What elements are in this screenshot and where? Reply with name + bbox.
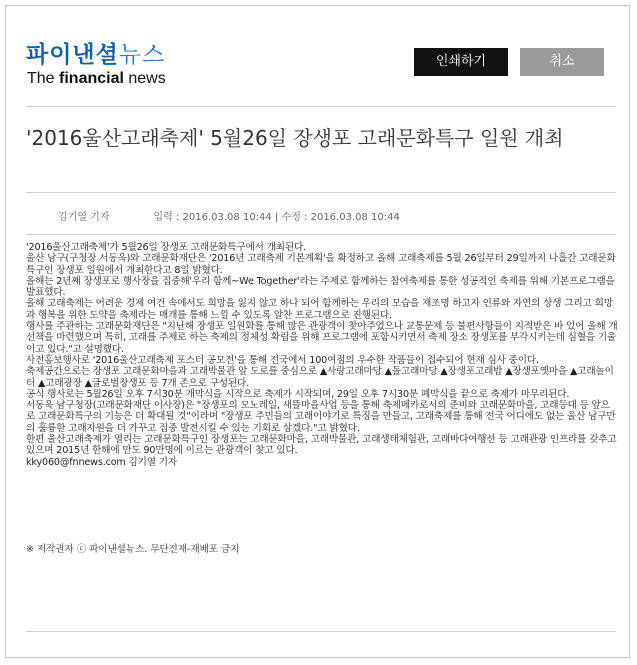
article-print-frame <box>5 5 630 658</box>
print-button[interactable]: 인쇄하기 <box>414 48 508 76</box>
logo-english <box>27 70 166 88</box>
reporter-name: 김기열 기자 <box>58 212 110 223</box>
time-separator: | <box>274 212 279 223</box>
input-time: 입력 : 2016.03.08 10:44 <box>153 212 272 223</box>
article-body <box>26 242 618 468</box>
body-paragraph: '2016울산고래축제'가 5월26일 장생포 고래문화특구에서 개최된다. <box>26 242 306 253</box>
modified-time: 수정 : 2016.03.08 10:44 <box>281 212 400 223</box>
logo-english-bold: financial <box>59 70 124 87</box>
body-paragraph: 올해 고래축제는 어려운 경제 여건 속에서도 희망을 잃지 않고 하나 되어 함께하는 우리의 모습을 재조명 하고자 인류와 자연의 상생 그리고 희망과 행복을 위한 도약을 축제라는 매개를 통해 느낄 수 있도록 알찬 프로그램으로 진행된다. <box>26 298 613 321</box>
byline <box>58 208 400 223</box>
header-divider <box>26 106 616 107</box>
logo-korean-bold: 파이낸셜 <box>26 42 119 68</box>
article-title: '2016울산고래축제' 5월26일 장생포 고래문화특구 일원 개최 <box>26 126 564 150</box>
body-paragraph: 올해는 2년째 장생포로 행사장을 집중해'우리 함께~We Together'라는 주제로 함께하는 참여축제를 통한 성공적인 축제를 위해 기본프로그램을 발표했다. <box>26 275 615 299</box>
site-logo <box>26 42 236 92</box>
logo-english-pre: The <box>27 70 60 87</box>
body-paragraph: 행사를 주관하는 고래문화재단은 "지난해 장생포 일원화를 통해 많은 관광객이 찾아주었으나 교통문제 등 불편사항들이 지적받은 바 있어 올해 개선책을 마련했으며 특히, 고래를 주제로 하는 축제의 정체성 확립을 위해 프로그램에 포함시키면서 축제 장소 장생포를 부각시키는데 심혈을 기울이고 있다."고 설명했다. <box>26 321 618 355</box>
body-paragraph: 공식 행사로는 5월26일 오후 7시30분 개막식을 시작으로 축제가 시작되며, 29일 오후 7시30분 폐막식을 끝으로 축제가 마무리된다. <box>26 388 570 400</box>
logo-korean-light: 뉴스 <box>118 42 166 68</box>
title-divider <box>26 192 616 193</box>
body-paragraph: 서동욱 남구청장(고래문화재단 이사장)은 "장생포의 모노레일, 새뜰마을사업 등을 통해 축제메카로서의 준비와 고래문화마을, 고래등대 등 앞으로 고래문화특구의 기능은 더 확대될 것"이라며 "장생포 주민들의 고래이야기로 특징을 만들고, 고래축제를 통해 전국 어디에도 없는 울산 남구만의 훌륭한 고래자원을 더 가꾸고 집중 발전시킬 수 있는 기회로 삼겠다."고 밝혔다. <box>26 400 616 434</box>
body-paragraph: 한편 울산고래축제가 열리는 고래문화특구인 장생포는 고래문화마을, 고래박물관, 고래생태체험관, 고래바다여행선 등 고래관광 인프라를 갖추고 있으며 2015년 한해에 만도 90만명에 이르는 관광객이 찾고 있다. <box>26 434 617 457</box>
reporter-email: kky060@fnnews.com 김기열 기자 <box>26 456 178 468</box>
logo-korean <box>26 42 165 68</box>
body-paragraph: 사전홍보행사로 '2016울산고래축제 포스터 공모전'을 통해 전국에서 100여점의 우수한 작품들이 접수되어 현재 심사 중이다. <box>26 354 539 366</box>
logo-english-post: news <box>123 70 166 87</box>
body-paragraph: 축제공간으로는 장생포 고래문화마을과 고래박물관 앞 도로를 중심으로 ▲사랑고래마당 ▲돌고래마당 ▲장생포고래밥 ▲장생포옛마을 ▲고래놀이터 ▲고래광장 ▲글로벌장생포 등 7개 존으로 구성된다. <box>26 366 614 389</box>
copyright-notice: ※ 저작권자 ⓒ 파이낸셜뉴스. 무단전재-재배포 금지 <box>26 544 240 555</box>
footer-divider <box>26 631 616 632</box>
byline-divider <box>26 234 616 235</box>
cancel-button[interactable]: 취소 <box>520 48 604 76</box>
body-paragraph: 울산 남구(구청장 서동욱)와 고래문화재단은 '2016년 고래축제 기본계획'을 확정하고 올해 고래축제를 5월 26일부터 29일까지 나흘간 고래문화특구인 장생포 일원에서 개최한다고 8일 밝혔다. <box>26 253 616 276</box>
